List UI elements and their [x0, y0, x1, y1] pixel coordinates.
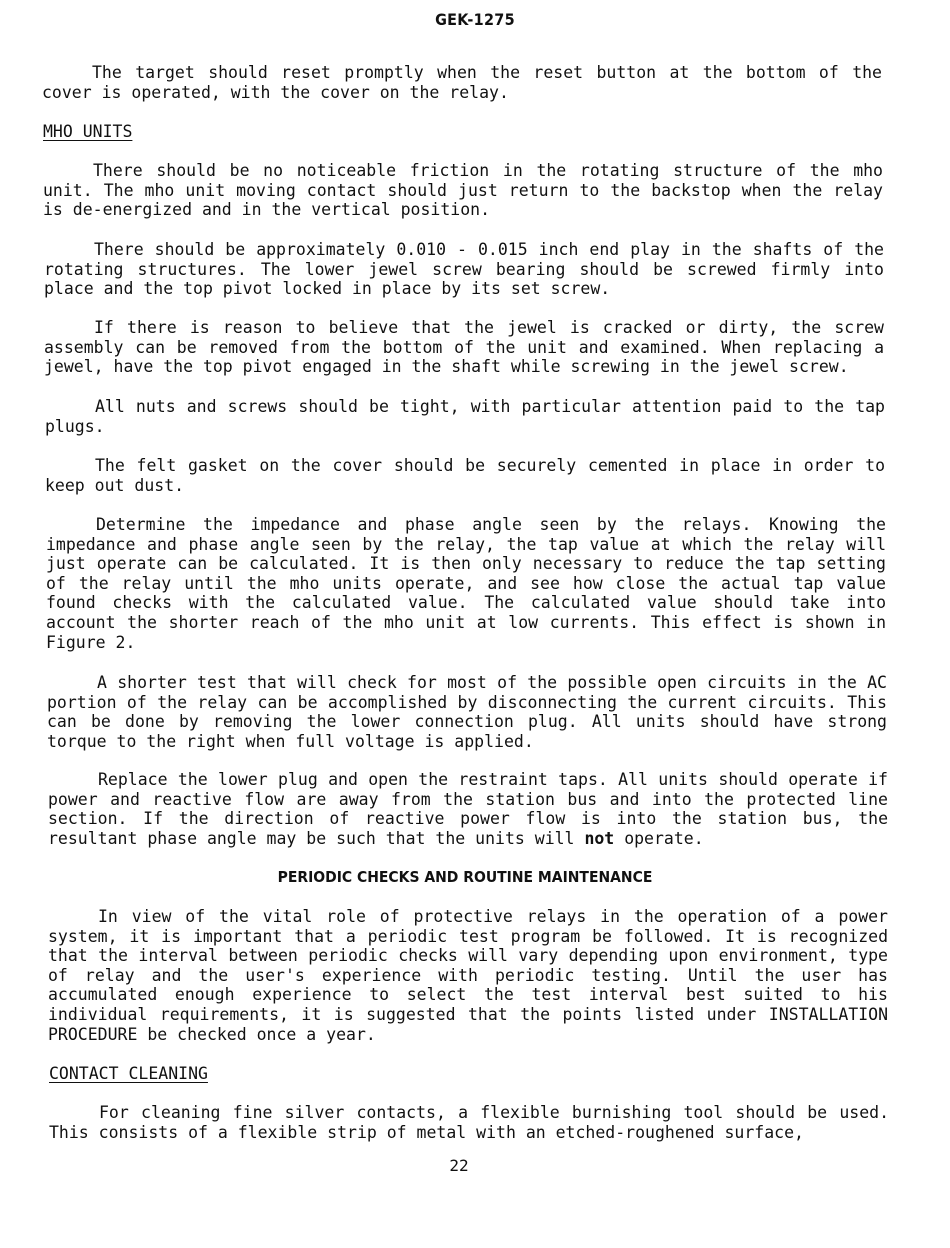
shorter-test-paragraph: A shorter test that will check for most of the possible open circuits in the AC portion of the relay can be accomplished by disconnecting the current circuits. This can be done by removing the lower connection plug. All units should have strong torque to the right when full voltage is applied. [47, 673, 887, 751]
restraint-taps-text: Replace the lower plug and open the restraint taps. All units should operate if power and reactive flow are away from the station bus and into the protected line section. If the direction of reactive power flow is into the station bus, the resultant phase angle may be such that the units will [48, 770, 888, 848]
felt-gasket-paragraph: The felt gasket on the cover should be securely cemented in place in order to keep out dust. [45, 456, 885, 495]
restraint-taps-paragraph [48, 770, 888, 848]
periodic-checks-heading: PERIODIC CHECKS AND ROUTINE MAINTENANCE [277, 868, 653, 886]
page-number: 22 [449, 1156, 469, 1175]
contact-cleaning-heading: CONTACT CLEANING [49, 1064, 208, 1083]
restraint-taps-text-end: operate. [624, 828, 704, 848]
mho-friction-paragraph: There should be no noticeable friction in the rotating structure of the mho unit. The mho unit moving contact should just return to the backstop when the relay is de-energized and in the vertical position. [43, 161, 883, 220]
end-play-paragraph: There should be approximately 0.010 - 0.015 inch end play in the shafts of the rotating structures. The lower jewel screw bearing should be screwed firmly into place and the top pivot locked in place by its set screw. [44, 240, 884, 299]
contact-cleaning-paragraph: For cleaning fine silver contacts, a flexible burnishing tool should be used. This consists of a flexible strip of metal with an etched-roughened surface, [49, 1103, 889, 1142]
document-id: GEK-1275 [435, 10, 515, 29]
mho-units-heading: MHO UNITS [43, 122, 133, 141]
reset-target-paragraph: The target should reset promptly when the reset button at the bottom of the cover is operated, with the cover on the relay. [42, 63, 882, 102]
emphasis-not: not [584, 828, 615, 848]
jewel-paragraph: If there is reason to believe that the jewel is cracked or dirty, the screw assembly can be removed from the bottom of the unit and examined. When replacing a jewel, have the top pivot engaged in the shaft while screwing in the jewel screw. [44, 318, 884, 377]
nuts-screws-paragraph: All nuts and screws should be tight, with particular attention paid to the tap plugs. [45, 397, 885, 436]
periodic-test-paragraph: In view of the vital role of protective relays in the operation of a power system, it is important that a periodic test program be followed. It is recognized that the interval between periodic checks will vary depending upon environment, type of relay and the user's experience with periodic testing. Until the user has accumulated enough experience to select the test interval best suited to his individual requirements, it is suggested that the points listed under INSTALLATION PROCEDURE be checked once a year. [48, 907, 888, 1044]
impedance-paragraph: Determine the impedance and phase angle seen by the relays. Knowing the impedance and phase angle seen by the relay, the tap value at which the relay will just operate can be calculated. It is then only necessary to reduce the tap setting of the relay until the mho units operate, and see how close the actual tap value found checks with the calculated value. The calculated value should take into account the shorter reach of the mho unit at low currents. This effect is shown in Figure 2. [46, 515, 886, 652]
